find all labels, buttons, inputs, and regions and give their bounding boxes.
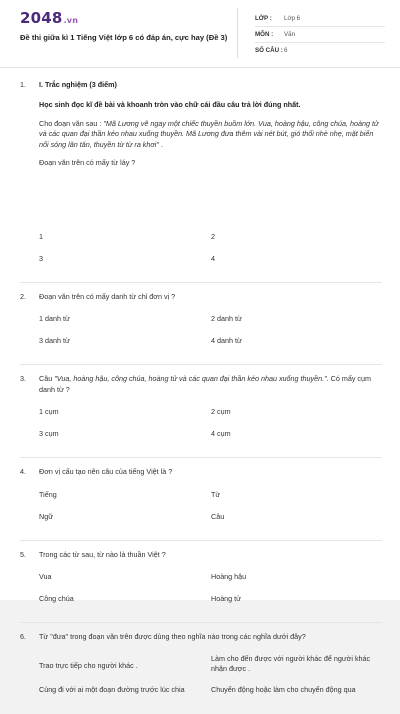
options-4	[20, 490, 382, 533]
separator	[20, 540, 382, 541]
option-b[interactable]: Từ	[211, 489, 221, 499]
separator	[20, 282, 382, 283]
question-text-pre: Câu	[39, 374, 55, 384]
question-number: 1.	[20, 80, 26, 89]
option-d[interactable]: 4	[211, 254, 215, 263]
option-d[interactable]: Hoàng tử	[211, 594, 241, 604]
option-d[interactable]: 4 cụm	[211, 429, 231, 439]
option-c[interactable]: 3	[39, 254, 43, 263]
question-text: Trong các từ sau, từ nào là thuần Việt ?	[39, 549, 166, 559]
option-b[interactable]: 2	[211, 232, 215, 241]
option-d[interactable]: 4 danh từ	[211, 336, 242, 346]
option-b[interactable]: 2 cụm	[211, 407, 231, 417]
option-a[interactable]: Vua	[39, 572, 52, 582]
options-1	[20, 232, 382, 275]
question-text: Đoạn văn trên có mấy danh từ chỉ đơn vị ?	[39, 292, 176, 301]
option-d[interactable]: Chuyển động hoặc làm cho chuyển động qua	[211, 684, 356, 694]
question-1	[20, 80, 382, 232]
option-c[interactable]: 3 cụm	[39, 429, 59, 439]
question-3	[20, 374, 382, 395]
question-number: 3.	[20, 374, 26, 384]
question-number: 6.	[20, 632, 26, 642]
option-c[interactable]: Ngữ	[39, 511, 53, 521]
question-2	[20, 292, 382, 302]
option-b[interactable]: Làm cho đến được với người khác để người khác nhận được .	[211, 653, 371, 674]
options-6	[20, 654, 382, 714]
question-quote: "Vua, hoàng hậu, công chúa, hoàng tử và các quan đại thần kéo nhau xuống thuyền."	[54, 374, 327, 384]
option-a[interactable]: Tiếng	[39, 489, 57, 499]
meta-count-value: 6	[284, 47, 288, 54]
exam-content	[20, 80, 382, 714]
instruction: Học sinh đọc kĩ đề bài và khoanh tròn vào chữ cái đầu câu trả lời đúng nhất.	[39, 100, 301, 110]
question-text	[39, 374, 382, 395]
question-number: 5.	[20, 549, 26, 559]
header	[0, 0, 400, 68]
separator	[20, 364, 382, 365]
logo-text: 2048	[20, 9, 63, 27]
separator	[20, 622, 382, 623]
passage-end: .	[158, 139, 163, 149]
meta-subject-key: MÔN :	[255, 31, 274, 38]
meta-class-key: LỚP :	[255, 15, 272, 22]
meta-divider	[255, 42, 385, 43]
option-a[interactable]: 1 cụm	[39, 407, 59, 417]
option-a[interactable]: 1 danh từ	[39, 314, 70, 324]
meta-subject-value: Văn	[284, 31, 296, 38]
question-text: Đơn vị cấu tạo nên câu của tiếng Việt là ?	[39, 467, 173, 477]
option-a[interactable]: 1	[39, 232, 43, 241]
option-b[interactable]: Hoàng hậu	[211, 572, 247, 582]
separator	[20, 457, 382, 458]
meta-count-key: SỐ CÂU :	[255, 47, 283, 54]
options-3	[20, 407, 382, 450]
option-d[interactable]: Câu	[211, 511, 225, 521]
site-logo[interactable]	[20, 9, 78, 27]
exam-title: Đề thi giữa kì 1 Tiếng Việt lớp 6 có đáp án, cực hay (Đề 3)	[20, 33, 228, 42]
option-c[interactable]: Công chúa	[39, 594, 74, 604]
question-text: Từ "đưa" trong đoạn văn trên được dùng theo nghĩa nào trong các nghĩa dưới đây?	[39, 632, 306, 642]
options-5	[20, 572, 382, 615]
option-b[interactable]: 2 danh từ	[211, 314, 242, 324]
question-number: 4.	[20, 467, 26, 477]
question-text: Đoạn văn trên có mấy từ láy ?	[39, 158, 136, 168]
option-a[interactable]: Trao trực tiếp cho người khác .	[39, 660, 138, 670]
section-title: I. Trắc nghiệm (3 điểm)	[39, 80, 117, 89]
passage	[39, 119, 382, 150]
meta-class-value: Lớp 6	[284, 15, 301, 22]
passage-quote: "Mã Lương vẽ ngay một chiếc thuyền buồm lớn. Vua, hoàng hậu, công chúa, hoàng tử và các quan đại thần kéo nhau xuống thuyền. Mã Lương đưa thêm vài nét bút, gió thổi nhè nhẹ, mặt biển nổi sóng lăn tăn, thuyền từ từ ra khơi"	[39, 118, 379, 149]
header-divider	[237, 8, 238, 58]
meta-divider	[255, 26, 385, 27]
question-6	[20, 632, 382, 642]
option-c[interactable]: Cùng đi với ai một đoạn đường trước lúc chia	[39, 684, 185, 694]
question-number: 2.	[20, 292, 26, 301]
passage-intro: Cho đoạn văn sau :	[39, 118, 104, 128]
option-c[interactable]: 3 danh từ	[39, 336, 70, 346]
options-2	[20, 314, 382, 357]
question-5	[20, 550, 382, 560]
question-text-post: . Có mấy cụm danh từ ?	[39, 374, 372, 394]
logo-suffix: .vn	[63, 16, 79, 25]
question-4	[20, 467, 382, 477]
